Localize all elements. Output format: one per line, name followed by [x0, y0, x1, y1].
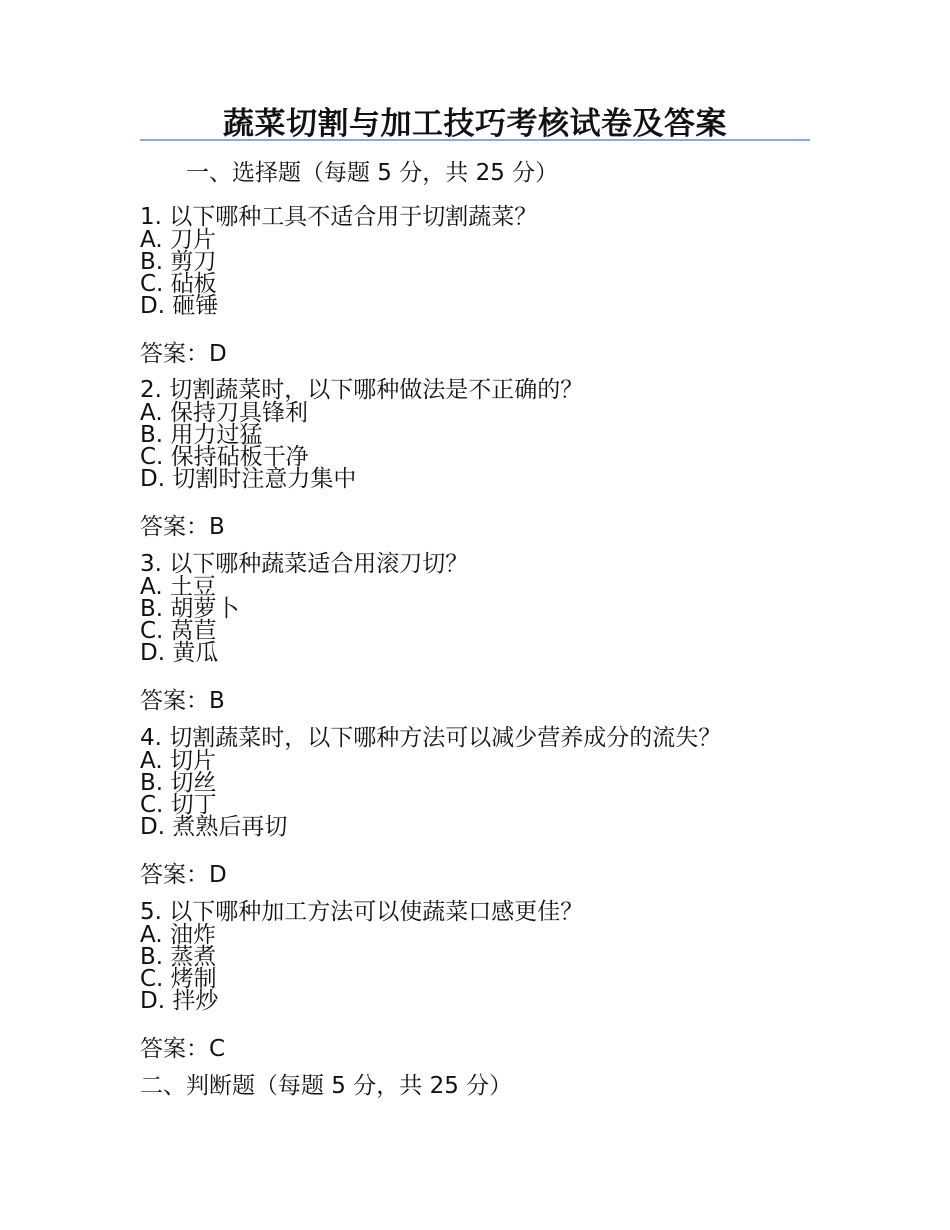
answer-line: 答案：D — [140, 341, 227, 367]
document-title: 蔬菜切割与加工技巧考核试卷及答案 — [223, 106, 727, 142]
option-b: B. 用力过猛 — [140, 422, 263, 448]
answer-line: 答案：D — [140, 862, 227, 888]
option-c: C. 砧板 — [140, 271, 217, 297]
option-b: B. 切丝 — [140, 770, 217, 796]
question-stem: 3. 以下哪种蔬菜适合用滚刀切？ — [140, 551, 469, 577]
question-stem: 2. 切割蔬菜时，以下哪种做法是不正确的？ — [140, 377, 584, 403]
answer-line: 答案：B — [140, 514, 225, 540]
option-c: C. 切丁 — [140, 792, 217, 818]
section-heading-true-false: 二、判断题（每题 5 分，共 25 分） — [140, 1073, 513, 1099]
option-b: B. 蒸煮 — [140, 944, 217, 970]
option-a: A. 切片 — [140, 748, 216, 774]
option-d: D. 煮熟后再切 — [140, 814, 288, 840]
question-block-2 — [140, 378, 840, 542]
question-stem: 5. 以下哪种加工方法可以使蔬菜口感更佳？ — [140, 899, 584, 925]
question-stem: 1. 以下哪种工具不适合用于切割蔬菜？ — [140, 204, 538, 230]
question-stem: 4. 切割蔬菜时，以下哪种方法可以减少营养成分的流失？ — [140, 725, 722, 751]
option-a: A. 土豆 — [140, 574, 216, 600]
answer-line: 答案：B — [140, 688, 225, 714]
option-c: C. 烤制 — [140, 966, 217, 992]
option-a: A. 保持刀具锋利 — [140, 400, 308, 426]
option-d: D. 砸锤 — [140, 293, 219, 319]
title-underline — [140, 139, 810, 141]
question-block-4 — [140, 726, 840, 890]
question-block-5 — [140, 900, 840, 1064]
option-c: C. 莴苣 — [140, 618, 217, 644]
option-c: C. 保持砧板干净 — [140, 444, 309, 470]
question-block-3 — [140, 552, 840, 716]
option-d: D. 拌炒 — [140, 988, 219, 1014]
option-d: D. 黄瓜 — [140, 640, 219, 666]
option-a: A. 油炸 — [140, 922, 216, 948]
answer-line: 答案：C — [140, 1036, 226, 1062]
option-b: B. 剪刀 — [140, 249, 217, 275]
option-d: D. 切割时注意力集中 — [140, 466, 357, 492]
option-b: B. 胡萝卜 — [140, 596, 240, 622]
option-a: A. 刀片 — [140, 227, 216, 253]
question-block-1 — [140, 205, 840, 369]
section-heading-multiple-choice: 一、选择题（每题 5 分，共 25 分） — [186, 160, 559, 186]
